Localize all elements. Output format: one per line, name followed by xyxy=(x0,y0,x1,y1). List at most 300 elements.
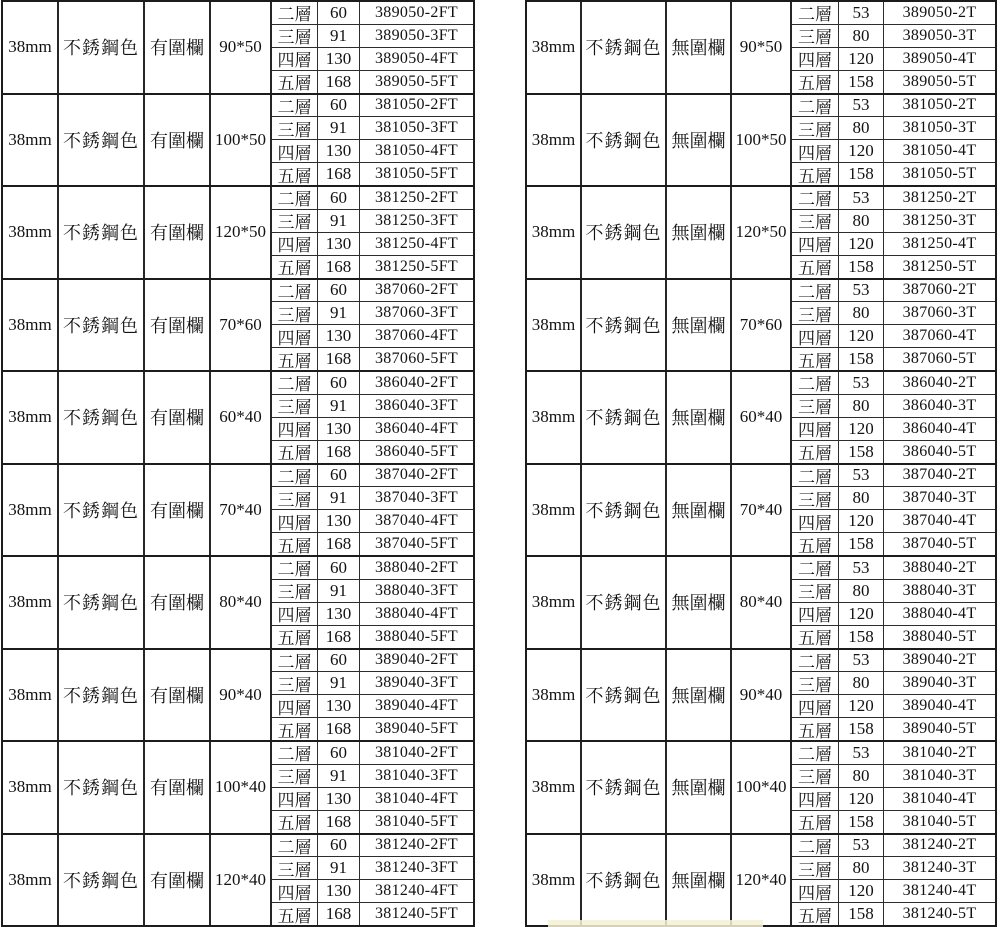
layer-cell xyxy=(272,418,318,440)
product-code-text: 388040-5FT xyxy=(375,627,458,645)
price-text: 60 xyxy=(330,835,347,855)
layer-text: 四層 xyxy=(798,698,832,718)
pipe-diameter-cell xyxy=(527,835,582,926)
product-code-cell xyxy=(884,117,995,139)
layer-cell xyxy=(272,71,318,93)
price-text: 60 xyxy=(330,187,347,207)
layer-cell xyxy=(272,325,318,347)
layer-price-row xyxy=(272,650,473,673)
product-code-text: 381050-4T xyxy=(902,142,977,160)
pipe-diameter-text: 38mm xyxy=(531,777,576,797)
layer-price-row xyxy=(272,233,473,256)
layer-text: 二層 xyxy=(798,190,832,209)
price-cell xyxy=(318,603,360,625)
layer-cell xyxy=(792,302,839,324)
size-cell xyxy=(211,650,272,741)
product-code-text: 381250-2T xyxy=(902,188,977,206)
pipe-diameter-text: 38mm xyxy=(531,499,576,519)
color-text: 不銹鋼色 xyxy=(585,500,662,521)
layer-cell xyxy=(272,441,318,463)
layer-text: 二層 xyxy=(277,652,312,672)
price-text: 80 xyxy=(852,765,870,785)
price-text: 91 xyxy=(330,858,347,878)
price-text: 80 xyxy=(852,210,870,230)
product-code-text: 387040-3T xyxy=(902,489,977,507)
price-text: 120 xyxy=(848,881,874,901)
color-cell xyxy=(59,2,145,93)
layer-cell xyxy=(272,348,318,370)
product-code-cell xyxy=(360,580,473,602)
fence-option-text: 有圍欄 xyxy=(150,408,204,429)
price-text: 53 xyxy=(852,187,870,207)
price-cell xyxy=(318,626,360,648)
price-text: 80 xyxy=(852,488,870,508)
layer-price-subtable xyxy=(792,742,995,833)
price-cell xyxy=(318,418,360,440)
fence-option-text: 無圍欄 xyxy=(671,315,726,336)
layer-cell xyxy=(272,580,318,602)
layer-price-subtable xyxy=(792,95,995,186)
layer-text: 二層 xyxy=(277,190,312,209)
product-code-text: 381040-3FT xyxy=(375,766,458,784)
price-cell xyxy=(318,811,360,833)
layer-cell xyxy=(792,2,839,24)
layer-price-row xyxy=(272,418,473,441)
product-code-text: 381250-4FT xyxy=(375,234,458,252)
price-cell xyxy=(318,557,360,579)
product-code-cell xyxy=(360,117,473,139)
pipe-diameter-text: 38mm xyxy=(8,592,52,612)
layer-text: 三層 xyxy=(277,490,312,510)
layer-price-row xyxy=(272,280,473,303)
pipe-diameter-cell xyxy=(527,742,582,833)
layer-text: 三層 xyxy=(798,768,832,787)
fence-option-cell xyxy=(667,742,732,833)
layer-text: 五層 xyxy=(277,166,312,185)
price-table-with-fence xyxy=(1,0,475,927)
fence-option-cell xyxy=(667,557,732,648)
price-cell xyxy=(839,811,884,833)
layer-price-subtable xyxy=(272,187,473,278)
product-code-cell xyxy=(360,187,473,209)
price-cell xyxy=(839,140,884,162)
product-code-text: 388040-3FT xyxy=(375,581,458,599)
product-code-text: 389050-5FT xyxy=(375,72,458,90)
price-cell xyxy=(839,903,884,925)
size-text: 90*40 xyxy=(219,684,262,704)
layer-cell xyxy=(792,163,839,185)
layer-text: 五層 xyxy=(277,444,312,463)
price-text: 53 xyxy=(852,557,870,577)
layer-cell xyxy=(792,348,839,370)
price-cell xyxy=(318,650,360,672)
size-text: 70*60 xyxy=(739,314,783,334)
price-text: 120 xyxy=(848,141,874,161)
layer-text: 五層 xyxy=(798,74,832,93)
layer-price-row xyxy=(792,650,995,673)
size-cell xyxy=(211,187,272,278)
fence-option-text: 無圍欄 xyxy=(671,130,726,151)
pipe-diameter-text: 38mm xyxy=(531,684,576,704)
product-code-text: 381240-3FT xyxy=(375,859,458,877)
layer-text: 二層 xyxy=(277,97,312,117)
layer-cell xyxy=(272,903,318,925)
pipe-diameter-cell xyxy=(3,835,59,926)
size-cell xyxy=(732,372,792,463)
layer-cell xyxy=(792,325,839,347)
price-text: 120 xyxy=(848,233,874,253)
layer-price-row xyxy=(272,626,473,648)
product-group-row xyxy=(527,557,995,650)
price-cell xyxy=(839,718,884,740)
layer-price-subtable xyxy=(792,465,995,556)
layer-text: 三層 xyxy=(277,768,312,787)
layer-price-row xyxy=(792,163,995,185)
product-group-row xyxy=(527,742,995,835)
product-code-text: 389040-3FT xyxy=(375,674,458,692)
layer-text: 二層 xyxy=(277,282,312,302)
color-text: 不銹鋼色 xyxy=(63,408,139,429)
price-cell xyxy=(318,903,360,925)
price-cell xyxy=(839,372,884,394)
price-cell xyxy=(318,510,360,532)
layer-text: 五層 xyxy=(798,536,832,555)
price-cell xyxy=(839,210,884,232)
price-text: 158 xyxy=(848,441,874,461)
layer-price-row xyxy=(272,765,473,788)
product-code-cell xyxy=(884,95,995,117)
layer-price-row xyxy=(792,695,995,718)
layer-text: 三層 xyxy=(277,305,312,325)
pipe-diameter-cell xyxy=(3,95,59,186)
color-text: 不銹鋼色 xyxy=(63,593,139,614)
product-group-row xyxy=(527,650,995,743)
fence-option-cell xyxy=(667,2,732,93)
fence-option-text: 無圍欄 xyxy=(671,223,726,244)
layer-price-subtable xyxy=(272,557,473,648)
product-group-row xyxy=(3,557,473,650)
pipe-diameter-cell xyxy=(3,372,59,463)
product-group-row xyxy=(3,2,473,95)
product-code-cell xyxy=(360,510,473,532)
color-text: 不銹鋼色 xyxy=(63,223,139,244)
product-code-cell xyxy=(360,210,473,232)
layer-price-row xyxy=(792,2,995,25)
product-code-cell xyxy=(884,140,995,162)
color-text: 不銹鋼色 xyxy=(63,38,139,59)
layer-text: 五層 xyxy=(277,721,312,740)
layer-text: 二層 xyxy=(798,652,832,672)
price-text: 168 xyxy=(325,164,352,184)
layer-price-row xyxy=(272,395,473,418)
layer-text: 二層 xyxy=(277,560,312,579)
product-code-text: 381050-3FT xyxy=(375,119,458,137)
layer-text: 二層 xyxy=(277,837,312,857)
price-cell xyxy=(318,465,360,487)
layer-price-row xyxy=(792,903,995,925)
size-text: 80*40 xyxy=(739,592,783,612)
price-cell xyxy=(839,187,884,209)
color-text: 不銹鋼色 xyxy=(585,38,662,59)
layer-price-subtable xyxy=(272,465,473,556)
layer-price-subtable xyxy=(792,2,995,93)
layer-price-row xyxy=(792,187,995,210)
layer-price-row xyxy=(792,418,995,441)
color-cell xyxy=(59,650,145,741)
product-code-cell xyxy=(884,465,995,487)
price-cell xyxy=(318,25,360,47)
color-text: 不銹鋼色 xyxy=(585,408,662,429)
product-code-cell xyxy=(884,626,995,648)
layer-price-row xyxy=(792,465,995,488)
layer-text: 五層 xyxy=(798,166,832,185)
product-code-text: 381240-4FT xyxy=(375,882,458,900)
layer-price-subtable xyxy=(272,372,473,463)
product-code-cell xyxy=(360,487,473,509)
pipe-diameter-text: 38mm xyxy=(8,407,52,427)
price-cell xyxy=(839,348,884,370)
layer-cell xyxy=(272,48,318,70)
price-text: 60 xyxy=(330,650,347,670)
price-text: 130 xyxy=(325,603,352,623)
product-code-cell xyxy=(884,695,995,717)
layer-price-subtable xyxy=(272,835,473,926)
size-text: 100*50 xyxy=(215,129,266,149)
layer-text: 五層 xyxy=(277,351,312,370)
layer-text: 五層 xyxy=(277,906,312,925)
product-code-text: 389050-3T xyxy=(902,26,977,44)
price-cell xyxy=(839,603,884,625)
price-text: 168 xyxy=(325,71,352,91)
size-text: 60*40 xyxy=(219,407,262,427)
layer-text: 四層 xyxy=(798,143,832,163)
price-text: 120 xyxy=(848,48,874,68)
layer-cell xyxy=(792,395,839,417)
layer-price-row xyxy=(792,811,995,833)
layer-cell xyxy=(272,718,318,740)
price-text: 120 xyxy=(848,696,874,716)
layer-price-row xyxy=(272,25,473,48)
product-code-cell xyxy=(360,71,473,93)
layer-text: 二層 xyxy=(277,375,312,394)
pipe-diameter-cell xyxy=(527,372,582,463)
product-code-cell xyxy=(884,372,995,394)
product-code-text: 381250-5FT xyxy=(375,257,458,275)
layer-cell xyxy=(792,695,839,717)
pipe-diameter-text: 38mm xyxy=(8,314,52,334)
product-code-text: 381240-2FT xyxy=(375,836,458,854)
price-cell xyxy=(839,650,884,672)
size-cell xyxy=(732,187,792,278)
layer-cell xyxy=(272,510,318,532)
price-cell xyxy=(318,788,360,810)
layer-price-row xyxy=(792,557,995,580)
fence-option-text: 無圍欄 xyxy=(671,870,726,891)
layer-price-row xyxy=(272,510,473,533)
price-text: 91 xyxy=(330,580,347,600)
price-text: 53 xyxy=(852,280,870,300)
product-group-row xyxy=(3,95,473,188)
product-code-cell xyxy=(360,695,473,717)
layer-cell xyxy=(792,557,839,579)
color-cell xyxy=(59,95,145,186)
price-text: 158 xyxy=(848,719,874,739)
product-code-text: 381040-5FT xyxy=(375,812,458,830)
layer-text: 三層 xyxy=(798,305,832,325)
price-cell xyxy=(839,835,884,857)
fence-option-text: 有圍欄 xyxy=(150,500,204,521)
color-text: 不銹鋼色 xyxy=(585,315,662,336)
price-text: 130 xyxy=(325,233,352,253)
layer-price-row xyxy=(792,25,995,48)
layer-text: 四層 xyxy=(798,791,832,810)
size-cell xyxy=(211,465,272,556)
price-text: 130 xyxy=(325,881,352,901)
product-code-cell xyxy=(884,418,995,440)
layer-text: 四層 xyxy=(798,328,832,348)
fence-option-cell xyxy=(145,465,211,556)
layer-price-row xyxy=(792,718,995,740)
layer-cell xyxy=(792,880,839,902)
size-cell xyxy=(732,742,792,833)
product-code-cell xyxy=(360,880,473,902)
layer-text: 二層 xyxy=(798,5,832,24)
layer-cell xyxy=(272,557,318,579)
size-text: 120*50 xyxy=(735,222,787,242)
fence-option-text: 有圍欄 xyxy=(150,315,204,336)
price-text: 91 xyxy=(330,765,347,785)
pipe-diameter-cell xyxy=(527,557,582,648)
size-text: 100*40 xyxy=(735,777,787,797)
product-group-row xyxy=(3,465,473,558)
fence-option-cell xyxy=(667,95,732,186)
product-code-cell xyxy=(360,672,473,694)
fence-option-cell xyxy=(145,650,211,741)
color-text: 不銹鋼色 xyxy=(63,778,139,799)
fence-option-cell xyxy=(667,835,732,926)
price-text: 60 xyxy=(330,465,347,485)
product-code-cell xyxy=(884,441,995,463)
product-code-text: 387060-3FT xyxy=(375,304,458,322)
size-text: 100*50 xyxy=(735,129,787,149)
layer-cell xyxy=(272,140,318,162)
price-cell xyxy=(839,672,884,694)
price-cell xyxy=(318,372,360,394)
product-code-text: 389040-4FT xyxy=(375,697,458,715)
layer-cell xyxy=(272,2,318,24)
size-text: 70*40 xyxy=(739,499,783,519)
product-code-cell xyxy=(884,533,995,555)
layer-cell xyxy=(272,650,318,672)
price-text: 130 xyxy=(325,141,352,161)
color-cell xyxy=(582,742,667,833)
price-text: 60 xyxy=(330,372,347,392)
product-code-text: 381040-4T xyxy=(902,789,977,807)
layer-price-row xyxy=(792,348,995,370)
product-code-cell xyxy=(360,372,473,394)
layer-price-row xyxy=(792,788,995,811)
layer-cell xyxy=(272,233,318,255)
product-code-text: 387060-5FT xyxy=(375,350,458,368)
layer-text: 五層 xyxy=(277,259,312,278)
layer-price-row xyxy=(792,233,995,256)
price-cell xyxy=(839,256,884,278)
layer-price-row xyxy=(272,441,473,463)
price-text: 168 xyxy=(325,719,352,739)
color-text: 不銹鋼色 xyxy=(585,593,662,614)
layer-cell xyxy=(272,695,318,717)
layer-cell xyxy=(792,280,839,302)
layer-price-row xyxy=(272,140,473,163)
layer-cell xyxy=(792,533,839,555)
layer-price-subtable xyxy=(792,835,995,926)
price-text: 120 xyxy=(848,418,874,438)
product-code-cell xyxy=(360,25,473,47)
price-text: 53 xyxy=(852,2,870,22)
pipe-diameter-cell xyxy=(527,95,582,186)
price-cell xyxy=(839,48,884,70)
price-cell xyxy=(318,718,360,740)
layer-price-row xyxy=(272,302,473,325)
product-group-row xyxy=(527,465,995,558)
color-cell xyxy=(59,557,145,648)
product-code-text: 381040-4FT xyxy=(375,789,458,807)
layer-price-row xyxy=(792,95,995,118)
product-code-cell xyxy=(360,233,473,255)
color-cell xyxy=(582,2,667,93)
product-code-text: 387040-4FT xyxy=(375,512,458,530)
fence-option-cell xyxy=(667,372,732,463)
product-code-text: 386040-4T xyxy=(902,419,977,437)
price-text: 130 xyxy=(325,788,352,808)
product-code-cell xyxy=(884,557,995,579)
product-code-text: 381240-3T xyxy=(902,859,977,877)
layer-cell xyxy=(792,903,839,925)
color-text: 不銹鋼色 xyxy=(63,130,139,151)
price-text: 60 xyxy=(330,95,347,115)
layer-cell xyxy=(792,487,839,509)
layer-cell xyxy=(792,71,839,93)
layer-text: 五層 xyxy=(798,351,832,370)
layer-price-row xyxy=(272,695,473,718)
size-cell xyxy=(211,372,272,463)
product-code-text: 381050-5T xyxy=(902,165,977,183)
product-code-cell xyxy=(360,626,473,648)
layer-cell xyxy=(272,280,318,302)
product-code-text: 388040-2FT xyxy=(375,558,458,576)
price-cell xyxy=(318,672,360,694)
price-text: 91 xyxy=(330,118,347,138)
product-code-text: 381050-3T xyxy=(902,119,977,137)
product-code-text: 381240-5T xyxy=(902,905,977,923)
layer-text: 四層 xyxy=(277,791,312,810)
layer-price-row xyxy=(792,140,995,163)
product-code-text: 388040-4FT xyxy=(375,604,458,622)
layer-cell xyxy=(272,857,318,879)
layer-cell xyxy=(272,603,318,625)
fence-option-text: 無圍欄 xyxy=(671,408,726,429)
price-cell xyxy=(839,325,884,347)
layer-cell xyxy=(272,187,318,209)
product-code-cell xyxy=(360,557,473,579)
product-code-text: 387040-3FT xyxy=(375,489,458,507)
layer-text: 二層 xyxy=(798,282,832,302)
pipe-diameter-cell xyxy=(3,187,59,278)
layer-price-subtable xyxy=(272,280,473,371)
layer-cell xyxy=(272,256,318,278)
product-code-cell xyxy=(884,857,995,879)
product-code-cell xyxy=(884,187,995,209)
